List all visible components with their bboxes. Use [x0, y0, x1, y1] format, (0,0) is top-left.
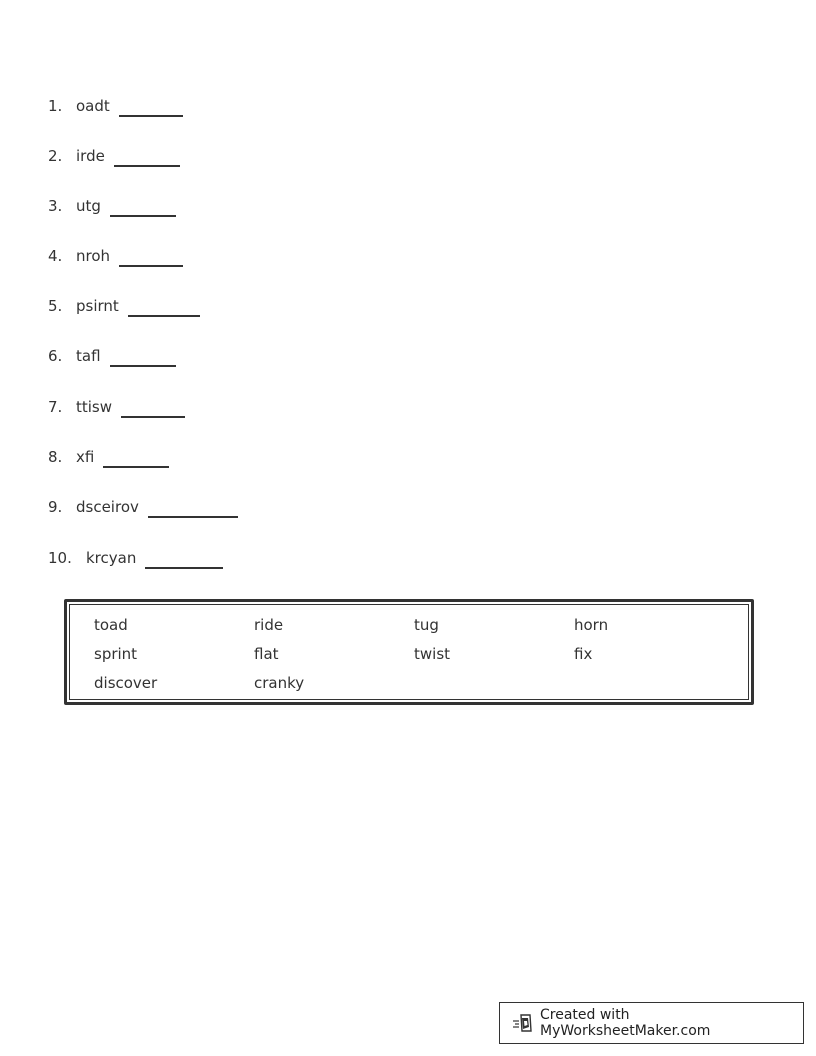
- word-bank-word: ride: [254, 616, 284, 634]
- question-item: [48, 195, 176, 217]
- question-number: 5.: [48, 297, 63, 315]
- question-item: [48, 245, 183, 267]
- scrambled-word: tafl: [76, 347, 101, 365]
- scrambled-word: ttisw: [76, 398, 113, 416]
- word-bank-word: cranky: [254, 674, 305, 692]
- answer-blank[interactable]: [103, 452, 169, 468]
- question-number: 4.: [48, 247, 63, 265]
- question-number: 1.: [48, 97, 63, 115]
- question-number: 10.: [48, 549, 72, 567]
- word-bank-box: [64, 599, 754, 705]
- question-number: 9.: [48, 498, 63, 516]
- scrambled-word: xfi: [76, 448, 95, 466]
- question-item: [48, 95, 183, 117]
- footer-credit-text: Created with MyWorksheetMaker.com: [540, 1007, 711, 1039]
- question-number: 6.: [48, 347, 63, 365]
- answer-blank[interactable]: [148, 502, 238, 518]
- word-bank-word: twist: [414, 645, 451, 663]
- scrambled-word: nroh: [76, 247, 111, 265]
- word-bank-word: fix: [574, 645, 593, 663]
- question-item: [48, 396, 185, 418]
- answer-blank[interactable]: [121, 402, 185, 418]
- answer-blank[interactable]: [128, 301, 200, 317]
- question-item: [48, 295, 200, 317]
- answer-blank[interactable]: [145, 553, 223, 569]
- scrambled-word: oadt: [76, 97, 110, 115]
- word-bank-word: horn: [574, 616, 609, 634]
- question-item: [48, 496, 238, 518]
- question-item: [48, 145, 180, 167]
- word-bank-word: tug: [414, 616, 439, 634]
- question-number: 2.: [48, 147, 63, 165]
- scrambled-word: psirnt: [76, 297, 119, 315]
- word-bank-word: discover: [94, 674, 158, 692]
- question-number: 3.: [48, 197, 63, 215]
- answer-blank[interactable]: [119, 251, 183, 267]
- scrambled-word: utg: [76, 197, 101, 215]
- question-number: 8.: [48, 448, 63, 466]
- answer-blank[interactable]: [110, 201, 176, 217]
- word-bank-inner-border: [69, 604, 749, 700]
- scrambled-word: dsceirov: [76, 498, 139, 516]
- question-item: [48, 345, 176, 367]
- scrambled-word: krcyan: [86, 549, 137, 567]
- scrambled-word: irde: [76, 147, 105, 165]
- word-bank-word: flat: [254, 645, 279, 663]
- footer-credit[interactable]: [499, 1002, 804, 1044]
- answer-blank[interactable]: [114, 151, 180, 167]
- question-number: 7.: [48, 398, 63, 416]
- worksheet-maker-logo-icon: [512, 1012, 534, 1034]
- question-item: [48, 547, 223, 569]
- answer-blank[interactable]: [110, 351, 176, 367]
- word-bank-word: sprint: [94, 645, 138, 663]
- question-item: [48, 446, 169, 468]
- word-bank-word: toad: [94, 616, 128, 634]
- answer-blank[interactable]: [119, 101, 183, 117]
